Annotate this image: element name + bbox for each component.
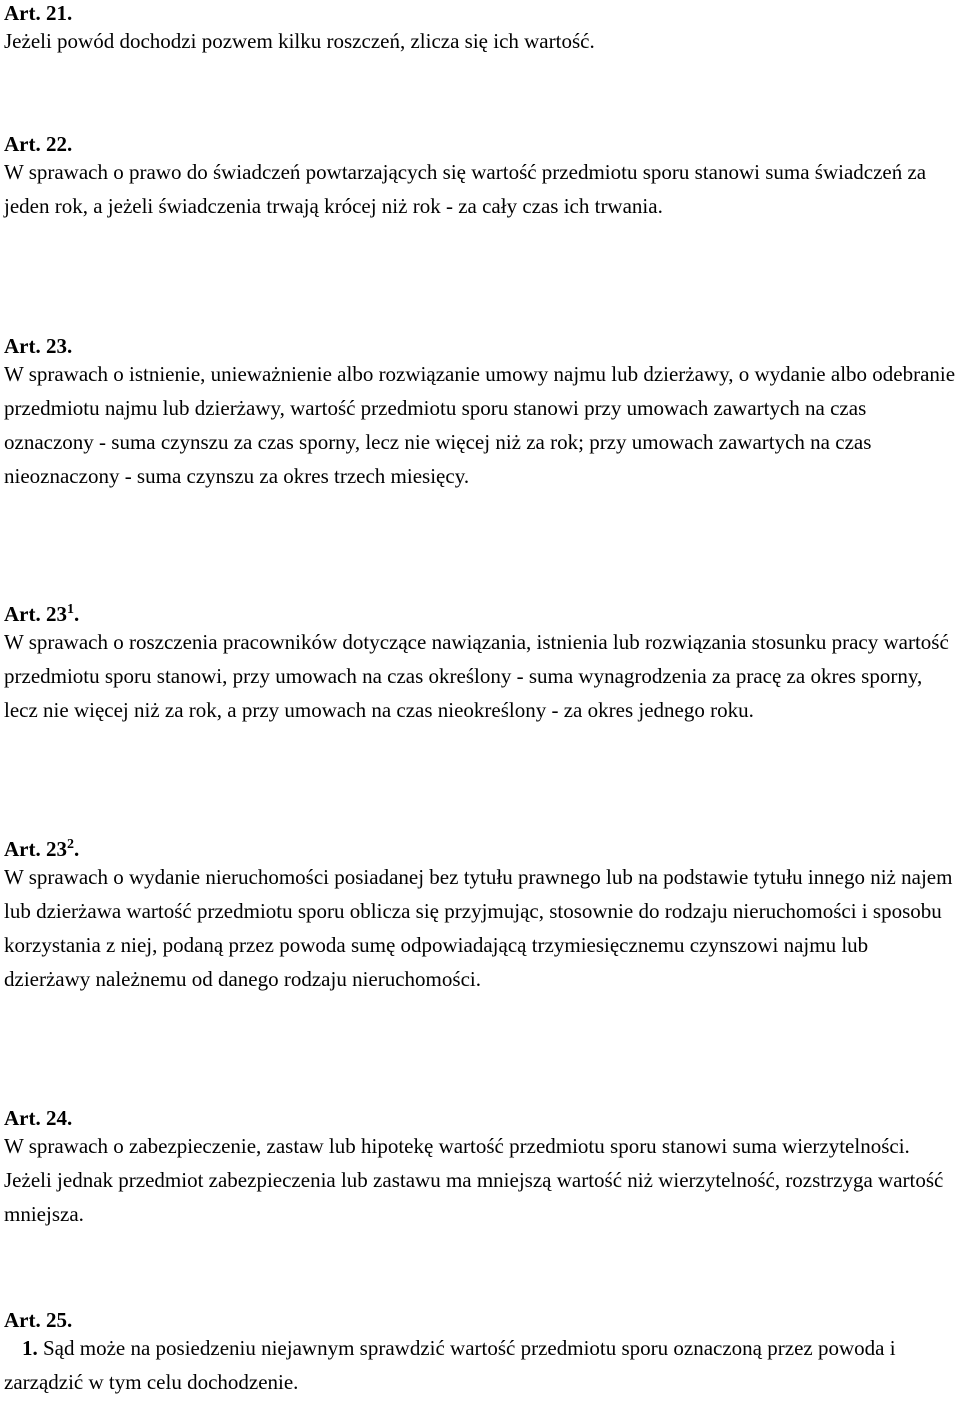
article-heading: Art. 25. (4, 1308, 73, 1332)
article-25 (4, 1307, 956, 1399)
article-heading: Art. 23. (4, 334, 73, 358)
article-23-1 (4, 601, 956, 727)
heading-main: Art. 23 (4, 837, 67, 861)
article-heading (4, 601, 956, 627)
article-heading: Art. 21. (4, 1, 73, 25)
heading-end: . (73, 602, 80, 626)
article-24 (4, 1105, 956, 1231)
article-23 (4, 333, 956, 493)
paragraph-number: 1. (22, 1336, 38, 1360)
article-text: Jeżeli powód dochodzi pozwem kilku roszczeń, zlicza się ich wartość. (4, 29, 595, 53)
article-text: W sprawach o wydanie nieruchomości posiadanej bez tytułu prawnego lub na podstawie tytułu innego niż najem lub dzierżawa wartość przedmiotu sporu oblicza się przyjmując, stosownie do rodzaju nieruchomości i sposobu korzystania z niej, podaną przez powoda sumę odpowiadającą trzymiesięcznemu czynszowi najmu lub dzierżawy należnemu od danego rodzaju nieruchomości. (4, 865, 953, 991)
article-text (4, 1331, 956, 1399)
article-22 (4, 131, 956, 223)
article-text: W sprawach o istnienie, unieważnienie albo rozwiązanie umowy najmu lub dzierżawy, o wydanie albo odebranie przedmiotu najmu lub dzierżawy, wartość przedmiotu sporu stanowi przy umowach zawartych na czas oznaczony - suma czynszu za czas sporny, lecz nie więcej niż za rok; przy umowach zawartych na czas nieoznaczony - suma czynszu za okres trzech miesięcy. (4, 362, 956, 488)
article-text: W sprawach o prawo do świadczeń powtarzających się wartość przedmiotu sporu stanowi suma świadczeń za jeden rok, a jeżeli świadczenia trwają krócej niż rok - za cały czas ich trwania. (4, 160, 927, 218)
article-21 (4, 0, 956, 58)
heading-end: . (73, 837, 80, 861)
heading-main: Art. 23 (4, 602, 67, 626)
article-heading: Art. 24. (4, 1106, 73, 1130)
heading-superscript: 1 (66, 602, 74, 617)
article-heading (4, 836, 956, 862)
article-text: W sprawach o zabezpieczenie, zastaw lub hipotekę wartość przedmiotu sporu stanowi suma wierzytelności. Jeżeli jednak przedmiot zabezpieczenia lub zastawu ma mniejszą wartość niż wierzytelność, rozstrzyga wartość mniejsza. (4, 1134, 944, 1226)
article-text: W sprawach o roszczenia pracowników dotyczące nawiązania, istnienia lub rozwiązania stosunku pracy wartość przedmiotu sporu stanowi, przy umowach na czas określony - suma wynagrodzenia za pracę za okres sporny, lecz nie więcej niż za rok, a przy umowach na czas nieokreślony - za okres jednego roku. (4, 630, 949, 722)
paragraph-text: Sąd może na posiedzeniu niejawnym sprawdzić wartość przedmiotu sporu oznaczoną przez powoda i zarządzić w tym celu dochodzenie. (4, 1336, 896, 1394)
heading-superscript: 2 (66, 837, 74, 852)
article-heading: Art. 22. (4, 132, 73, 156)
article-23-2 (4, 836, 956, 996)
